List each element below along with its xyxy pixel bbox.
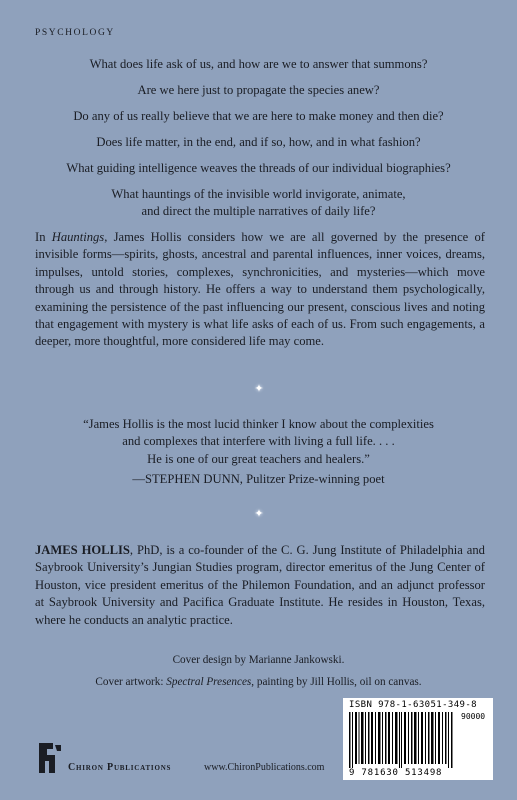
- chiron-logo-icon: [35, 741, 65, 775]
- description-paragraph: [35, 229, 485, 351]
- price-code: 90000: [461, 712, 486, 721]
- endorsement-quote: [30, 416, 487, 468]
- barcode-bars: [347, 712, 455, 768]
- question-line: and direct the multiple narratives of daily life?: [141, 204, 376, 218]
- sparkle-icon: ✦: [254, 508, 264, 520]
- isbn-barcode: [343, 698, 493, 780]
- category-label: PSYCHOLOGY: [35, 28, 115, 38]
- question-line: Does life matter, in the end, and if so, how, and in what fashion?: [96, 135, 421, 149]
- question-line: What hauntings of the invisible world invigorate, animate,: [111, 187, 406, 201]
- isbn-text: ISBN 978-1-63051-349-8: [349, 700, 478, 710]
- author-bio: [35, 542, 485, 629]
- sparkle-icon: ✦: [254, 383, 264, 395]
- artwork-label: Cover artwork:: [95, 676, 167, 688]
- question-line: What guiding intelligence weaves the threads of our individual biographies?: [66, 161, 451, 175]
- bio-text: , PhD, is a co-founder of the C. G. Jung Institute of Philadelphia and Saybrook University’s Jungian Studies program, director emeritus of the Jung Center of Houston, vice president emeritus of the Philemon Foundation, and an adjunct professor at Saybrook University and Pacifica Graduate Institute. He resides in Houston, Texas, where he conducts an analytic practice.: [35, 543, 485, 627]
- quote-line: “James Hollis is the most lucid thinker I know about the complexities: [83, 417, 434, 431]
- blurb-intro: In: [35, 230, 52, 244]
- barcode-digits: 9 781630 513498: [349, 768, 443, 778]
- quote-line: and complexes that interfere with living a full life. . . .: [122, 434, 395, 449]
- cover-design-credit: Cover design by Marianne Jankowski.: [172, 654, 345, 666]
- question-line: What does life ask of us, and how are we to answer that summons?: [89, 57, 428, 71]
- cover-artwork-credit: [0, 676, 517, 688]
- publisher-website[interactable]: www.ChironPublications.com: [204, 762, 325, 773]
- questions-block: [20, 56, 497, 229]
- author-name: JAMES HOLLIS: [35, 543, 130, 557]
- question-line: Do any of us really believe that we are here to make money and then die?: [73, 109, 444, 123]
- publisher-name: Chiron Publications: [68, 762, 172, 773]
- book-title: Hauntings: [51, 230, 105, 244]
- artwork-title: Spectral Presences: [166, 676, 252, 688]
- artwork-rest: , painting by Jill Hollis, oil on canvas.: [251, 676, 422, 688]
- question-line: Are we here just to propagate the species anew?: [137, 83, 380, 97]
- blurb-body: , James Hollis considers how we are all governed by the presence of invisible forms—spirits, ghosts, ancestral and parental influences, inner voices, dreams, impulses, untold stories, complexes, synchronicities, and mysteries—which move through us and through history. He offers a way to understand them psychologically, examining the persistence of the past influencing our present, conscious lives and noting that engagement with mystery is what life asks of each of us. From such engagements, a deeper, more thoughtful, more considered life may come.: [35, 230, 485, 349]
- quote-attribution: —STEPHEN DUNN, Pulitzer Prize-winning poet: [132, 472, 385, 486]
- quote-line: He is one of our great teachers and healers.”: [147, 451, 370, 466]
